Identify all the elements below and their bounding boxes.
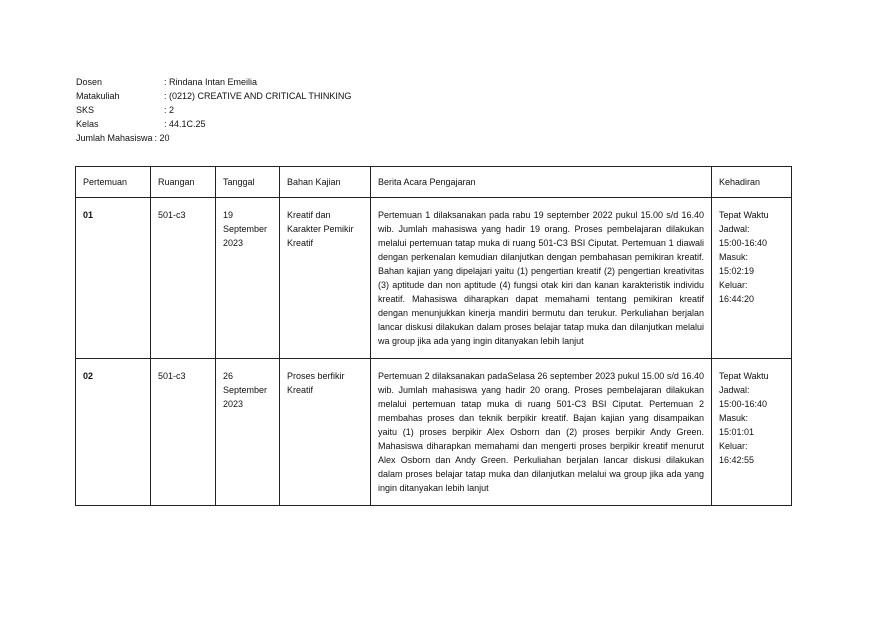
info-value: : (0212) CREATIVE AND CRITICAL THINKING xyxy=(164,91,352,101)
info-value: : Rindana Intan Emeilia xyxy=(164,77,258,87)
col-header-kehadiran: Kehadiran xyxy=(712,167,792,198)
course-info xyxy=(76,75,351,145)
info-value: : 44.1C.25 xyxy=(164,119,206,129)
schedule-label: Jadwal: xyxy=(719,385,750,395)
table-row xyxy=(76,359,792,506)
schedule-label: Jadwal: xyxy=(719,224,750,234)
check-out-label: Keluar: xyxy=(719,441,748,451)
cell-berita-acara: Pertemuan 1 dilaksanakan pada rabu 19 september 2022 pukul 15.00 s/d 16.40 wib. Jumlah mahasiswa yang hadir 19 orang. Proses pembelajaran dilakukan melalui pertemuan tatap muka di ruang 501-C3 BSI Ciputat. Pertemuan 1 diawali dengan perkenalan kemudian dilanjutkan dengan pembahasan pemikiran kreatif. Bahan kajian yang dipelajari yaitu (1) pengertian kreatif (2) pengertian kreativitas (3) aptitude dan non aptitude (4) fungsi otak kiri dan kanan karakteristik individu kreatif. Mahasiswa diharapkan dapat memahami tentang pemikiran kreatif dengan menunjukkan kinerja mandiri bermutu dan terukur. Perkuliahan berjalan lancar diskusi dilakukan dalam proses belajar tatap muka dan dilanjutkan melalui wa group jika ada yang ingin ditanyakan lebih lanjut xyxy=(371,198,712,359)
check-out-time: 16:44:20 xyxy=(719,294,755,304)
cell-kehadiran xyxy=(712,359,792,506)
schedule-time: 15:00-16:40 xyxy=(719,238,768,248)
cell-kehadiran xyxy=(712,198,792,359)
table-header-row xyxy=(76,167,792,198)
check-in-time: 15:02:19 xyxy=(719,266,755,276)
check-in-label: Masuk: xyxy=(719,252,749,262)
info-label: Matakuliah xyxy=(76,91,120,101)
check-in-label: Masuk: xyxy=(719,413,749,423)
cell-bahan-kajian: Proses berfikir Kreatif xyxy=(280,359,371,506)
check-out-label: Keluar: xyxy=(719,280,748,290)
cell-ruangan: 501-c3 xyxy=(151,198,216,359)
schedule-time: 15:00-16:40 xyxy=(719,399,768,409)
info-label: Dosen xyxy=(76,77,103,87)
col-header-tanggal: Tanggal xyxy=(216,167,280,198)
cell-tanggal: 26 September 2023 xyxy=(216,359,280,506)
cell-ruangan: 501-c3 xyxy=(151,359,216,506)
info-label: Kelas xyxy=(76,119,99,129)
info-jumlah-mahasiswa xyxy=(76,131,351,145)
info-value: : 20 xyxy=(154,133,170,143)
cell-pertemuan: 01 xyxy=(76,198,151,359)
info-sks xyxy=(76,103,351,117)
attendance-status: Tepat Waktu xyxy=(719,371,769,381)
info-dosen xyxy=(76,75,351,89)
col-header-ruangan: Ruangan xyxy=(151,167,216,198)
cell-bahan-kajian: Kreatif dan Karakter Pemikir Kreatif xyxy=(280,198,371,359)
check-out-time: 16:42:55 xyxy=(719,455,755,465)
info-matakuliah xyxy=(76,89,351,103)
cell-tanggal: 19 September 2023 xyxy=(216,198,280,359)
teaching-report-table xyxy=(75,166,792,506)
info-label: Jumlah Mahasiswa xyxy=(76,133,153,143)
info-label: SKS xyxy=(76,105,95,115)
col-header-berita-acara: Berita Acara Pengajaran xyxy=(371,167,712,198)
check-in-time: 15:01:01 xyxy=(719,427,755,437)
attendance-status: Tepat Waktu xyxy=(719,210,769,220)
cell-pertemuan: 02 xyxy=(76,359,151,506)
col-header-pertemuan: Pertemuan xyxy=(76,167,151,198)
table-row xyxy=(76,198,792,359)
col-header-bahan-kajian: Bahan Kajian xyxy=(280,167,371,198)
info-value: : 2 xyxy=(164,105,175,115)
info-kelas xyxy=(76,117,351,131)
cell-berita-acara: Pertemuan 2 dilaksanakan padaSelasa 26 september 2023 pukul 15.00 s/d 16.40 wib. Jumlah mahasiswa yang hadir 20 orang. Proses pembelajaran dilakukan melalui pertemuan tatap muka di ruang 501-C3 BSI Ciputat. Pertemuan 2 membahas proses dan teknik berpikir kreatif. Bajan kajian yang disampaikan yaitu (1) proses berpikir Alex Osborn dan (2) proses berpikir Andy Green. Mahasiswa diharapkan memahami dan mengerti proses berpikir kreatif menurut Alex Osborn dan Andy Green. Perkuliahan berjalan lancar diskusi dilakukan dalam proses belajar tatap muka dan dilanjutkan melalui wa group jika ada yang ingin ditanyakan lebih lanjut xyxy=(371,359,712,506)
